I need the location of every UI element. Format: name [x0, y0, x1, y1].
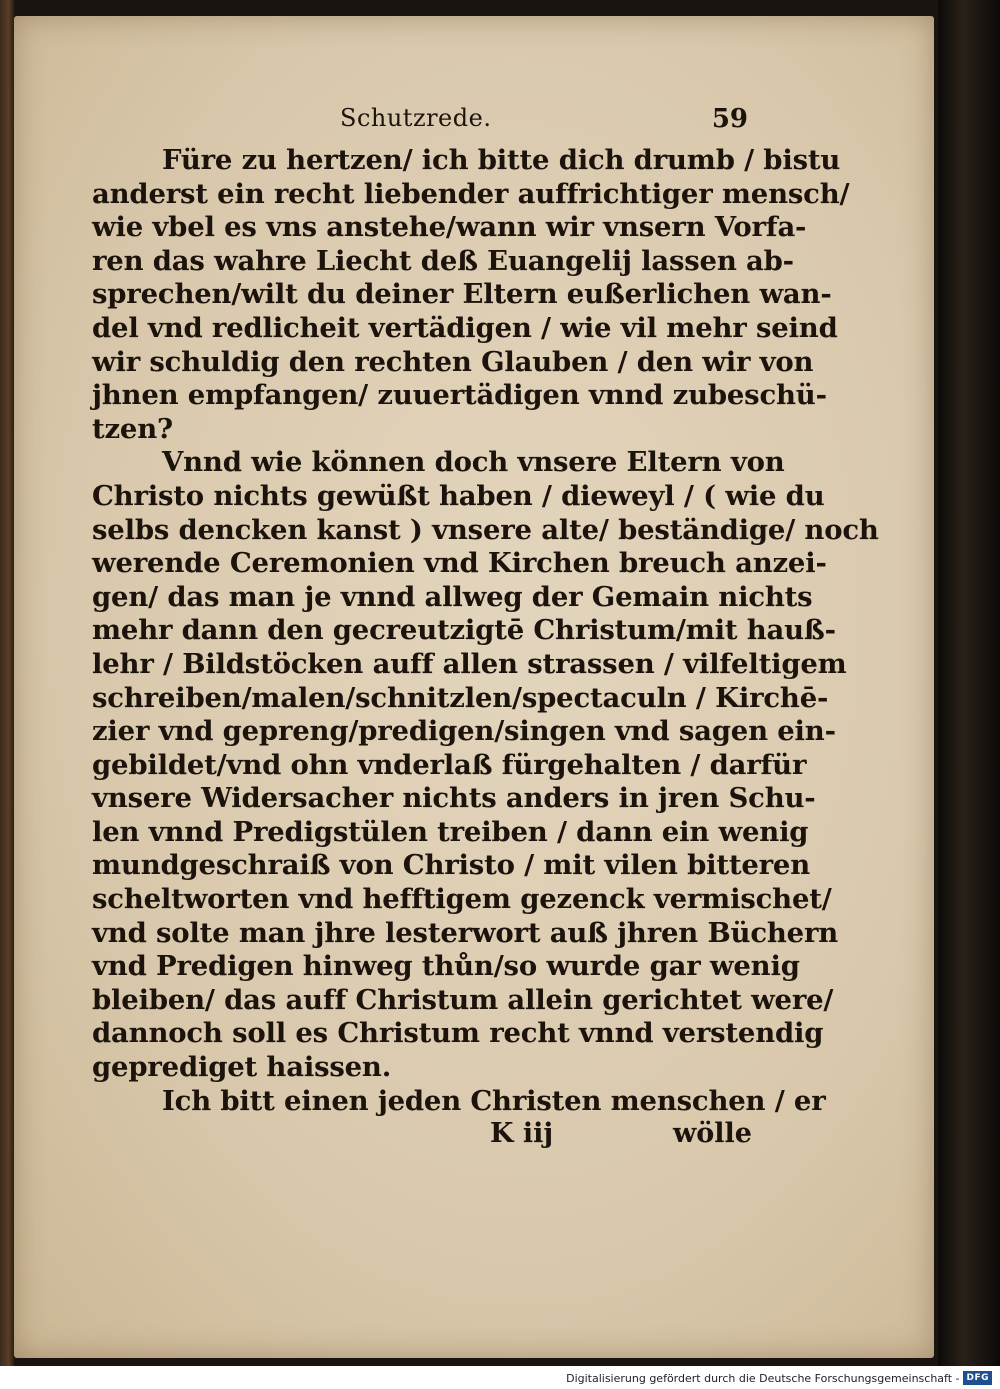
text-line: geprediget haissen. — [92, 1051, 392, 1084]
text-line: vnsere Widersacher nichts anders in jren Schu- — [92, 782, 816, 815]
text-line: Christo nichts gewüßt haben / dieweyl / ( wie du — [92, 479, 825, 512]
text-line: mehr dann den gecreutzigtē Christum/mit hauß- — [92, 614, 836, 647]
text-line: ren das wahre Liecht deß Euangelij lassen ab- — [92, 244, 794, 277]
text-line: Ich bitt einen jeden Christen menschen / er — [162, 1084, 826, 1117]
text-line: lehr / Bildstöcken auff allen strassen / vilfeltigem — [92, 647, 847, 680]
text-line: del vnd redlicheit vertädigen / wie vil mehr seind — [92, 311, 838, 344]
text-line: dannoch soll es Christum recht vnnd verstendig — [92, 1017, 824, 1050]
book-page — [14, 16, 934, 1358]
body-text — [92, 144, 879, 1118]
text-line: anderst ein recht liebender auffrichtiger mensch/ — [92, 177, 850, 210]
text-line: bleiben/ das auff Christum allein gerichtet were/ — [92, 983, 834, 1016]
catchword: wölle — [673, 1118, 752, 1150]
page-number: 59 — [711, 104, 748, 134]
text-line: zier vnd gepreng/predigen/singen vnd sagen ein- — [92, 715, 836, 748]
funding-credit — [566, 1369, 992, 1387]
text-line: wir schuldig den rechten Glauben / den wir von — [92, 345, 814, 378]
text-line: tzen? — [92, 412, 173, 445]
book-spine — [0, 0, 14, 1366]
text-line: sprechen/wilt du deiner Eltern eußerlichen wan- — [92, 278, 832, 311]
text-line: selbs dencken kanst ) vnsere alte/ beständige/ noch — [92, 513, 879, 546]
running-head: Schutzrede. — [340, 104, 492, 132]
text-line: scheltworten vnd hefftigem gezenck vermischet/ — [92, 883, 832, 916]
text-line: gen/ das man je vnnd allweg der Gemain nichts — [92, 580, 813, 613]
text-line: vnd Predigen hinweg thůn/so wurde gar wenig — [92, 950, 800, 983]
text-line: vnd solte man jhre lesterwort auß jhren Büchern — [92, 916, 839, 949]
page-footer — [92, 1118, 752, 1152]
text-line: mundgeschraiß von Christo / mit vilen bitteren — [92, 849, 811, 882]
credit-text: Digitalisierung gefördert durch die Deutsche Forschungsgemeinschaft - — [566, 1371, 960, 1385]
page-header — [92, 104, 748, 144]
page-edge-shadow — [938, 0, 1000, 1366]
text-line: werende Ceremonien vnd Kirchen breuch anzei- — [92, 547, 827, 580]
signature-mark: K iij — [490, 1118, 554, 1150]
text-line: Füre zu hertzen/ ich bitte dich drumb / bistu — [162, 144, 841, 176]
text-line: len vnnd Predigstülen treiben / dann ein wenig — [92, 815, 809, 848]
text-block — [92, 104, 879, 1152]
text-line: wie vbel es vns anstehe/wann wir vnsern Vorfa- — [92, 211, 807, 244]
dfg-logo-icon: DFG — [963, 1371, 992, 1385]
text-line: schreiben/malen/schnitzlen/spectaculn / Kirchē- — [92, 681, 829, 714]
text-line: Vnnd wie können doch vnsere Eltern von — [162, 446, 785, 479]
text-line: jhnen empfangen/ zuuertädigen vnnd zubeschü- — [92, 379, 827, 412]
text-line: gebildet/vnd ohn vnderlaß fürgehalten / darfür — [92, 748, 807, 781]
